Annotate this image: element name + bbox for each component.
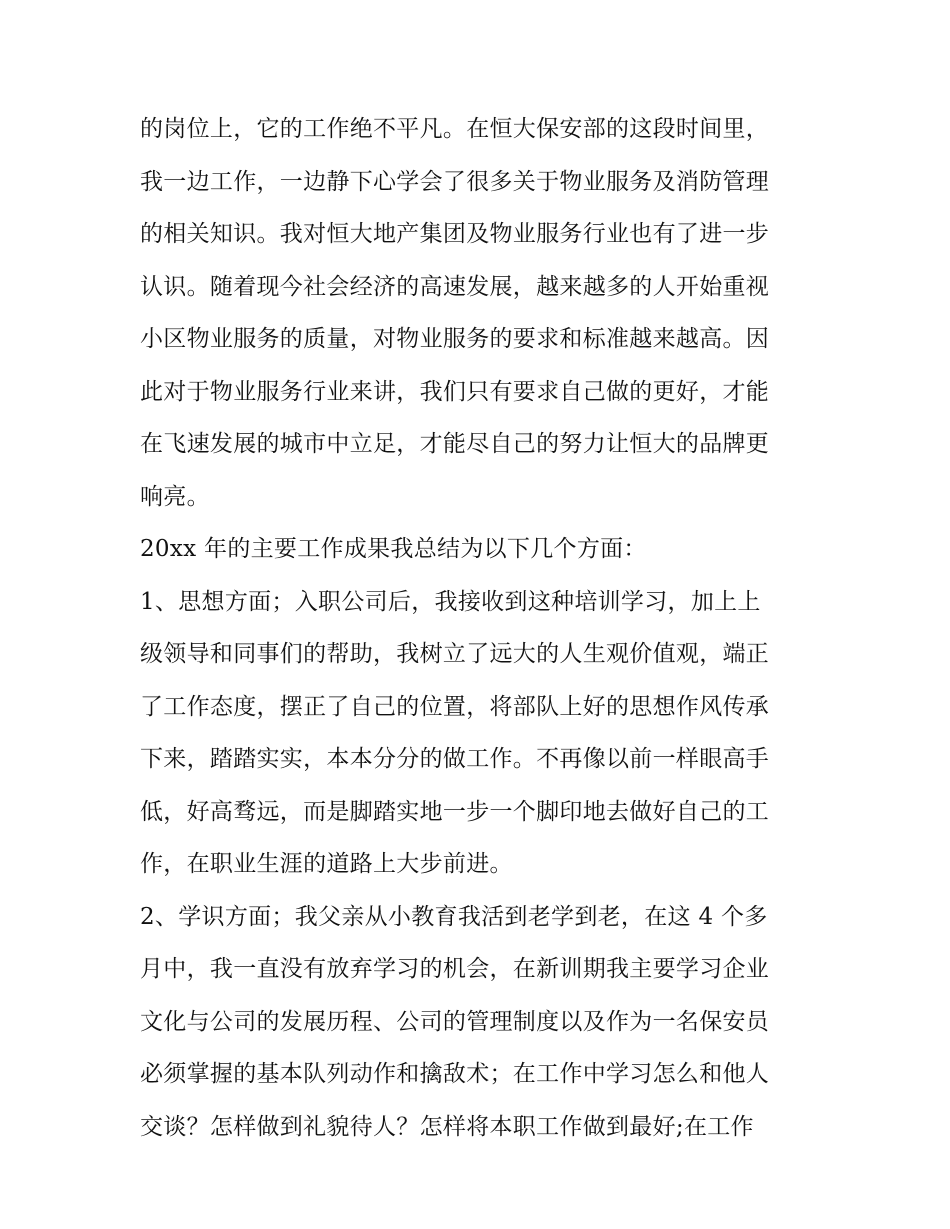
text-line: 的相关知识。我对恒大地产集团及物业服务行业也有了进一步 bbox=[140, 221, 770, 247]
text-line: 必须掌握的基本队列动作和擒敌术；在工作中学习怎么和他人 bbox=[140, 1061, 770, 1087]
text-line: 认识。随着现今社会经济的高速发展，越来越多的人开始重视 bbox=[140, 273, 770, 300]
text-line: 了工作态度，摆正了自己的位置，将部队上好的思想作风传承 bbox=[140, 693, 770, 720]
text-line: 响亮。 bbox=[140, 483, 210, 510]
text-line: 作，在职业生涯的道路上大步前进。 bbox=[140, 851, 513, 877]
text-line: 小区物业服务的质量，对物业服务的要求和标准越来越高。因 bbox=[140, 326, 770, 352]
section-heading: 20xx 年的主要工作成果我总结为以下几个方面： bbox=[140, 536, 647, 562]
text-line: 级领导和同事们的帮助，我树立了远大的人生观价值观，端正 bbox=[140, 641, 770, 667]
text-line: 此对于物业服务行业来讲，我们只有要求自己做的更好，才能 bbox=[140, 378, 770, 405]
text-line: 2、学识方面；我父亲从小教育我活到老学到老，在这 4 个多 bbox=[140, 903, 768, 930]
document-body bbox=[140, 103, 820, 1153]
text-line: 低，好高骛远，而是脚踏实地一步一个脚印地去做好自己的工 bbox=[140, 798, 770, 825]
text-line: 我一边工作，一边静下心学会了很多关于物业服务及消防管理 bbox=[140, 168, 770, 195]
text-line: 月中，我一直没有放弃学习的机会，在新训期我主要学习企业 bbox=[140, 956, 770, 982]
text-line: 的岗位上，它的工作绝不平凡。在恒大保安部的这段时间里， bbox=[140, 116, 770, 142]
text-line: 下来，踏踏实实，本本分分的做工作。不再像以前一样眼高手 bbox=[140, 746, 770, 772]
text-line: 文化与公司的发展历程、公司的管理制度以及作为一名保安员 bbox=[140, 1008, 770, 1035]
text-line: 1、思想方面；入职公司后，我接收到这种培训学习，加上上 bbox=[140, 588, 761, 615]
text-line: 在飞速发展的城市中立足，才能尽自己的努力让恒大的品牌更 bbox=[140, 431, 770, 457]
text-line: 交谈？怎样做到礼貌待人？怎样将本职工作做到最好;在工作 bbox=[140, 1113, 754, 1140]
